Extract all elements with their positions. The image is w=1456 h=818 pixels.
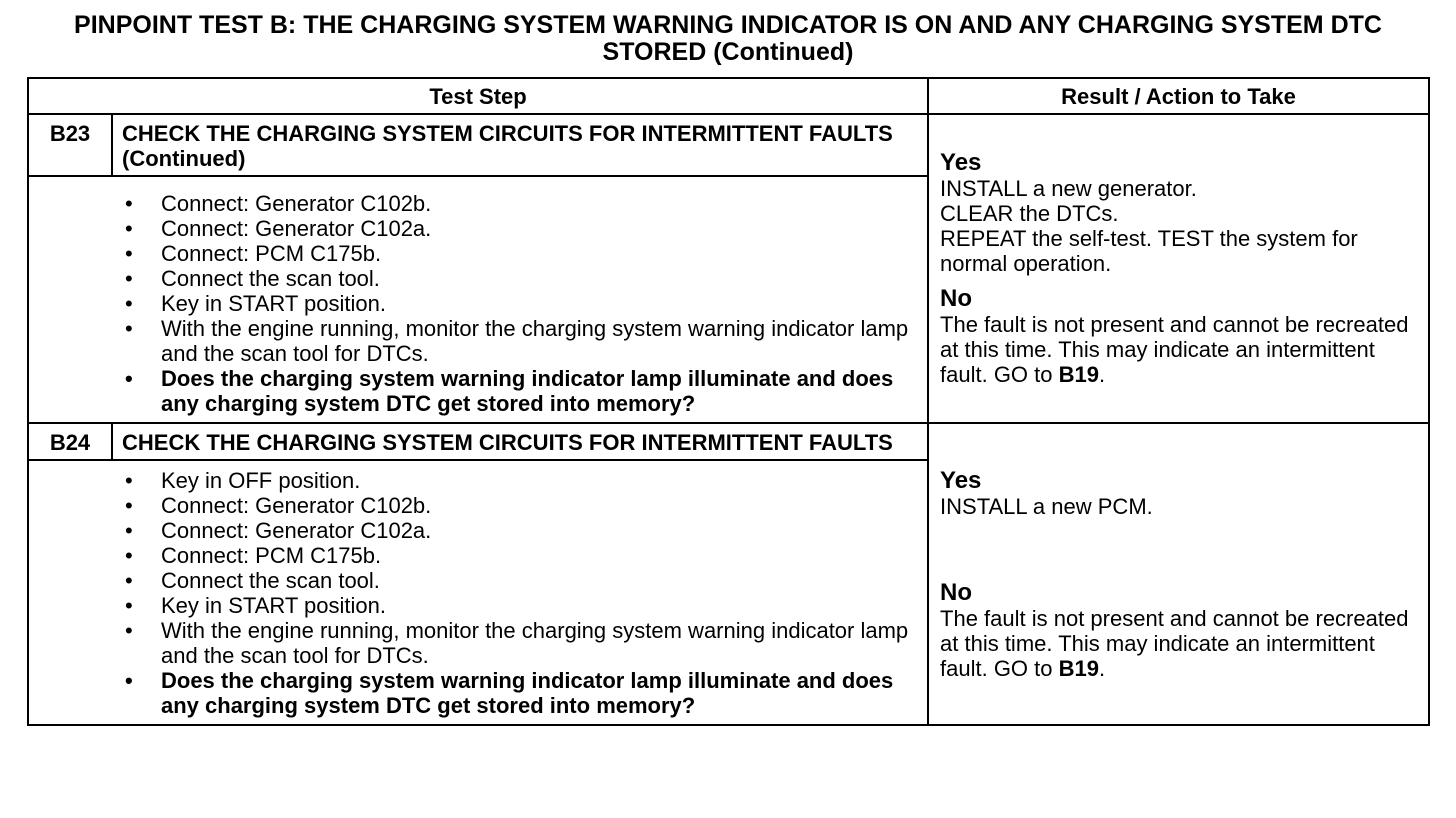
no-action <box>940 606 1418 681</box>
bullet-icon: • <box>125 668 133 693</box>
step-id: B23 <box>28 114 112 176</box>
result-cell <box>928 423 1429 725</box>
step-body <box>28 460 928 725</box>
list-item-text: Key in OFF position. <box>161 468 361 493</box>
list-item-question <box>29 366 919 416</box>
column-header-result: Result / Action to Take <box>928 78 1429 114</box>
bullet-icon: • <box>125 291 133 316</box>
list-item-text: Connect: Generator C102a. <box>161 216 432 241</box>
question-text: Does the charging system warning indicator lamp illuminate and does any charging system DTC get stored into memory? <box>161 668 894 718</box>
step-title-row <box>28 423 1429 460</box>
result-cell <box>928 114 1429 423</box>
list-item-text: Connect: Generator C102b. <box>161 191 432 216</box>
bullet-icon: • <box>125 618 133 643</box>
bullet-icon: • <box>125 191 133 216</box>
list-item <box>29 291 919 316</box>
bullet-icon: • <box>125 241 133 266</box>
list-item <box>29 266 919 291</box>
list-item-text: Connect: Generator C102b. <box>161 493 432 518</box>
list-item-text: With the engine running, monitor the charging system warning indicator lamp and the scan tool for DTCs. <box>161 316 909 366</box>
no-action-text: The fault is not present and cannot be recreated at this time. This may indicate an intermittent fault. GO to <box>940 312 1409 387</box>
yes-action: CLEAR the DTCs. <box>940 201 1119 226</box>
list-item-text: Connect the scan tool. <box>161 568 380 593</box>
spacer <box>940 519 1418 580</box>
yes-label: Yes <box>940 466 982 494</box>
no-action-end: . <box>1099 655 1106 681</box>
list-item-text: Connect the scan tool. <box>161 266 380 291</box>
step-bullet-list <box>29 468 919 718</box>
list-item-text: With the engine running, monitor the charging system warning indicator lamp and the scan tool for DTCs. <box>161 618 909 668</box>
step-bullet-list <box>29 191 919 416</box>
bullet-icon: • <box>125 468 133 493</box>
goto-step-link: B19 <box>1058 362 1099 387</box>
bullet-icon: • <box>125 518 133 543</box>
goto-step-link: B19 <box>1058 655 1099 681</box>
bullet-icon: • <box>125 216 133 241</box>
no-action-text: The fault is not present and cannot be recreated at this time. This may indicate an intermittent fault. GO to <box>940 605 1409 681</box>
list-item <box>29 493 919 518</box>
list-item-text: Key in START position. <box>161 291 386 316</box>
bullet-icon: • <box>125 568 133 593</box>
list-item <box>29 618 919 668</box>
bullet-icon: • <box>125 366 133 391</box>
table-header-row <box>28 78 1429 114</box>
yes-action: REPEAT the self-test. TEST the system for normal operation. <box>940 226 1358 276</box>
no-label: No <box>940 578 973 606</box>
yes-action: INSTALL a new PCM. <box>940 493 1153 519</box>
list-item <box>29 518 919 543</box>
list-item-question <box>29 668 919 718</box>
yes-label: Yes <box>940 149 982 176</box>
list-item <box>29 568 919 593</box>
list-item-text: Connect: PCM C175b. <box>161 241 382 266</box>
question-text: Does the charging system warning indicator lamp illuminate and does any charging system DTC get stored into memory? <box>161 366 894 416</box>
no-label: No <box>940 285 973 312</box>
list-item-text: Connect: PCM C175b. <box>161 543 382 568</box>
page-title: PINPOINT TEST B: THE CHARGING SYSTEM WARNING INDICATOR IS ON AND ANY CHARGING SYSTEM DTC STORED (Continued) <box>74 11 1382 66</box>
bullet-icon: • <box>125 266 133 291</box>
list-item <box>29 241 919 266</box>
column-header-test-step: Test Step <box>28 78 928 114</box>
no-action <box>940 312 1418 387</box>
spacer <box>940 276 1418 286</box>
bullet-icon: • <box>125 543 133 568</box>
list-item <box>29 191 919 216</box>
list-item <box>29 316 919 366</box>
bullet-icon: • <box>125 493 133 518</box>
step-id: B24 <box>28 423 112 460</box>
step-title: CHECK THE CHARGING SYSTEM CIRCUITS FOR INTERMITTENT FAULTS <box>112 423 928 460</box>
step-title: CHECK THE CHARGING SYSTEM CIRCUITS FOR INTERMITTENT FAULTS (Continued) <box>112 114 928 176</box>
bullet-icon: • <box>125 316 133 341</box>
yes-action: INSTALL a new generator. <box>940 176 1197 201</box>
list-item <box>29 593 919 618</box>
list-item-text: Key in START position. <box>161 593 386 618</box>
pinpoint-test-table <box>27 77 1430 726</box>
bullet-icon: • <box>125 593 133 618</box>
step-title-row <box>28 114 1429 176</box>
list-item <box>29 543 919 568</box>
list-item-text: Connect: Generator C102a. <box>161 518 432 543</box>
list-item <box>29 216 919 241</box>
list-item <box>29 468 919 493</box>
no-action-end: . <box>1099 362 1106 387</box>
step-body <box>28 176 928 423</box>
